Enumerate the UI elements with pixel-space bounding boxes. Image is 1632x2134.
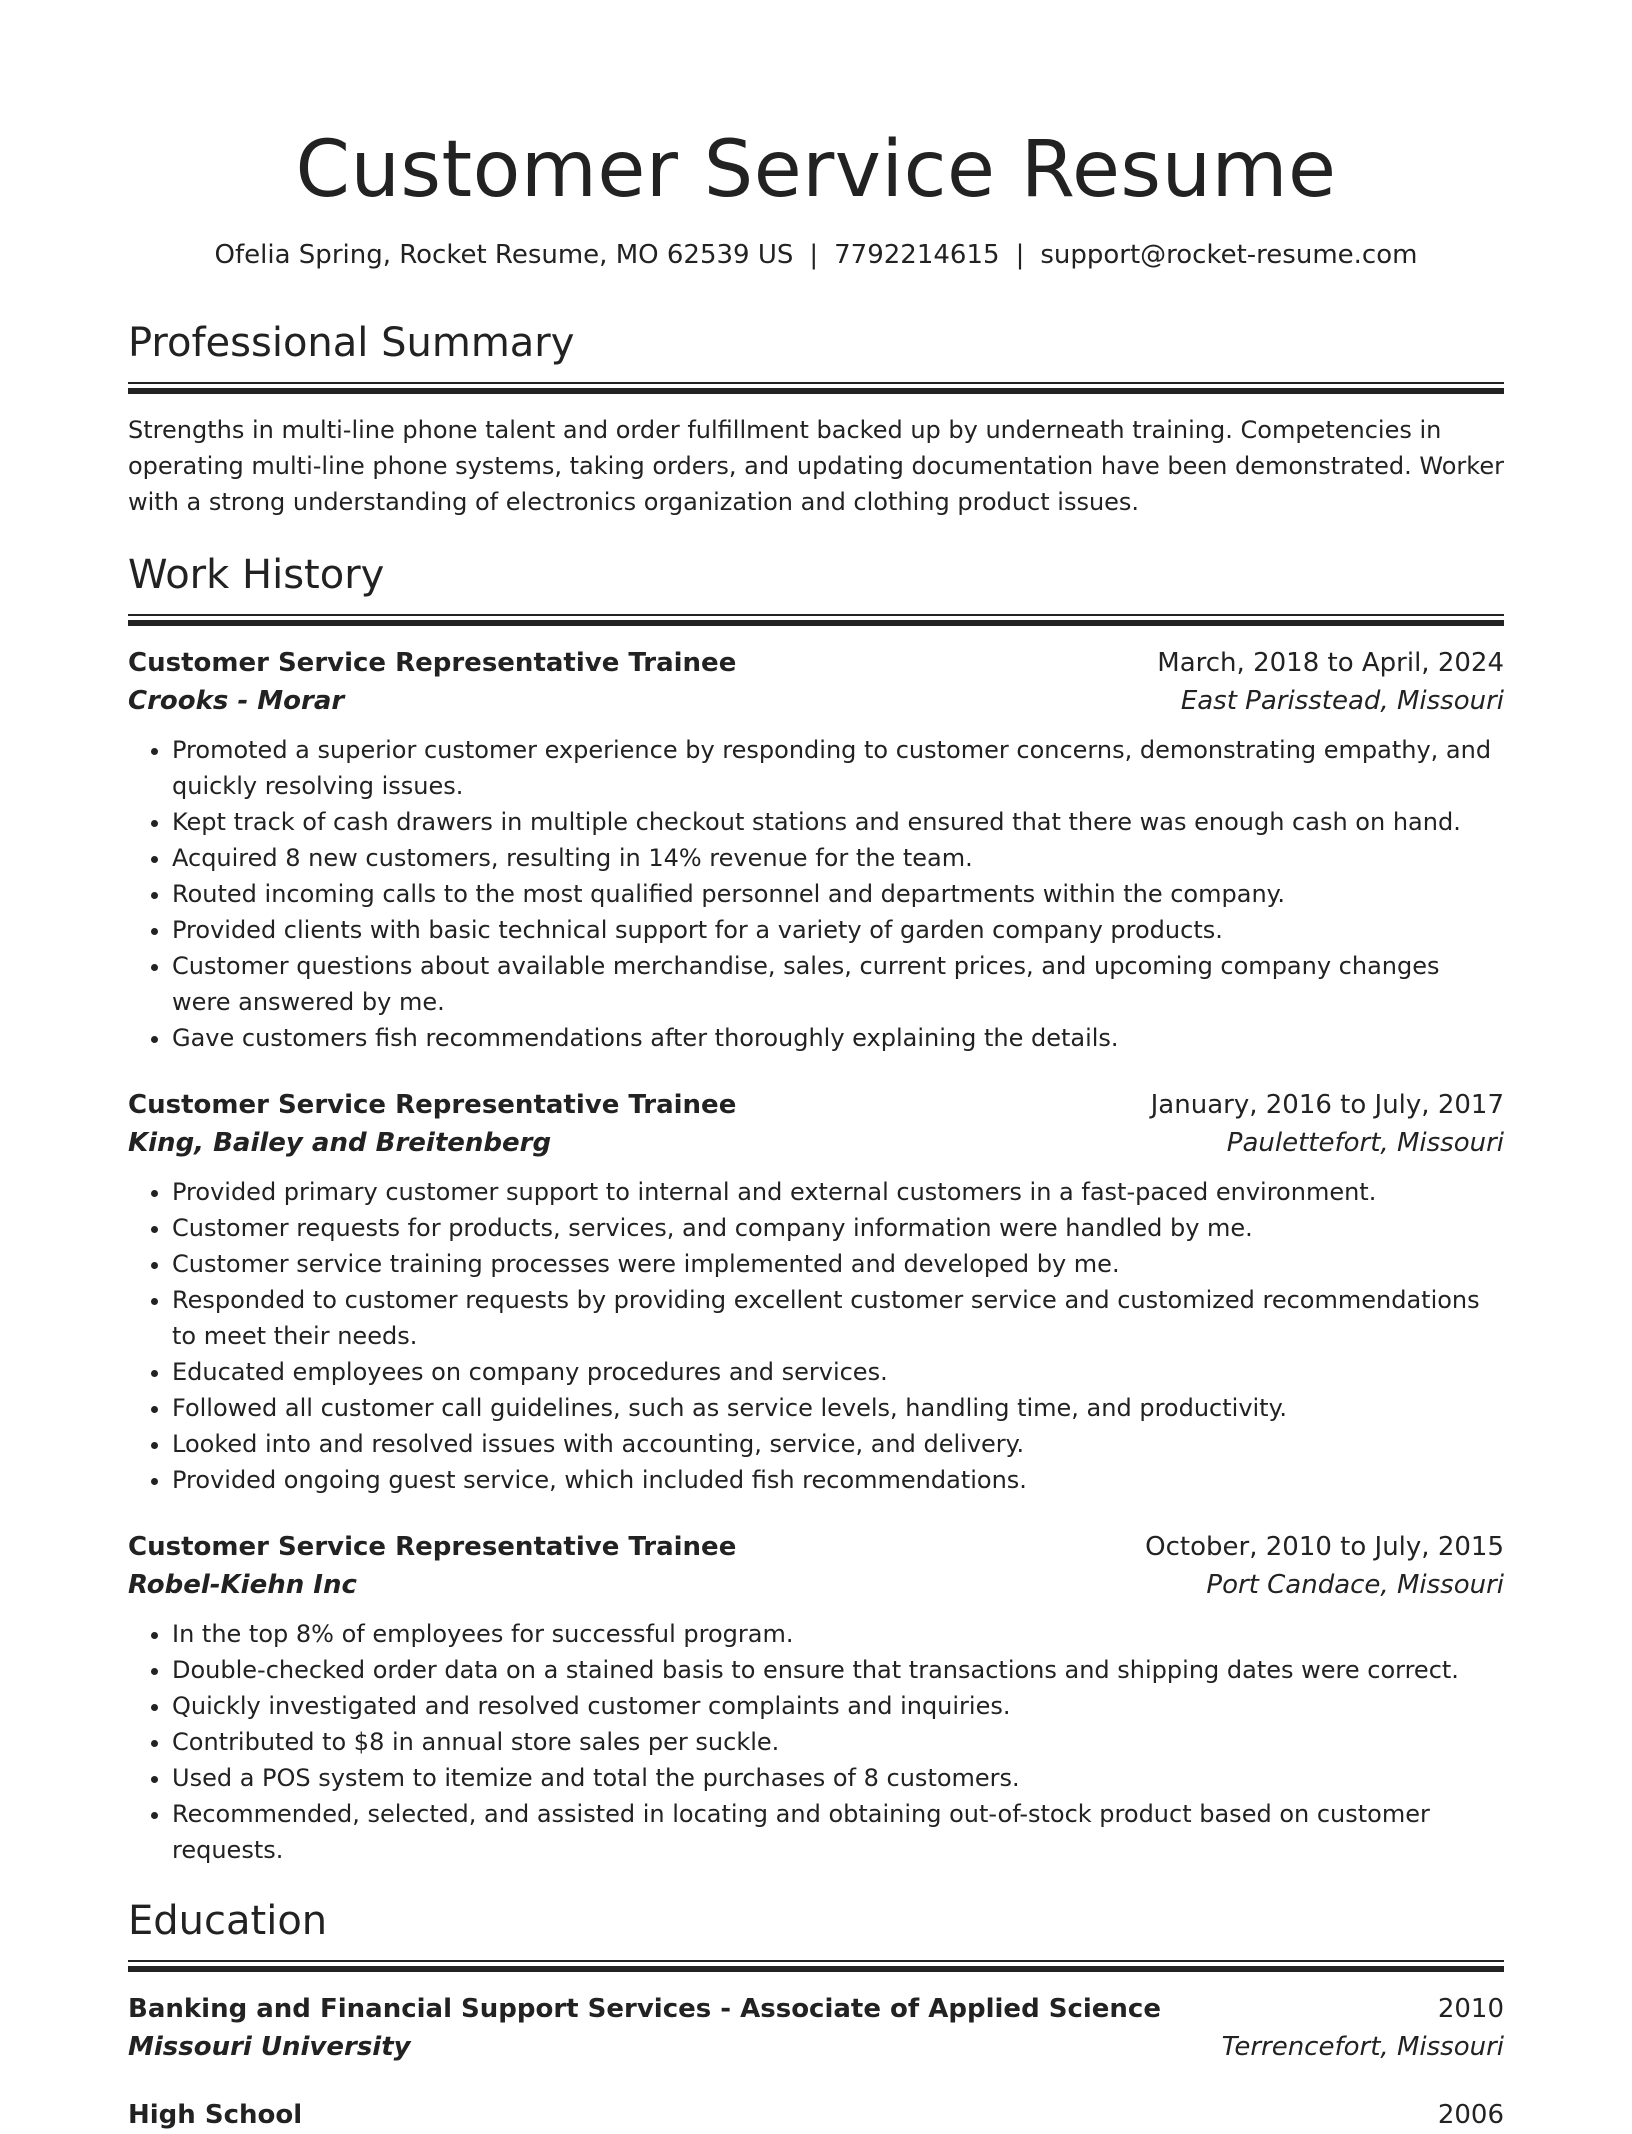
bullet-item: • Educated employees on company procedures and services.	[172, 1354, 1504, 1390]
job-bullets	[128, 1616, 1504, 1868]
bullet-item: • Routed incoming calls to the most qualified personnel and departments within the company.	[172, 876, 1504, 912]
job-location: East Parisstead, Missouri	[1180, 686, 1504, 716]
section-divider	[128, 382, 1504, 394]
education-entry	[128, 1990, 1504, 2066]
bullet-item: • Provided clients with basic technical support for a variety of garden company products.	[172, 912, 1504, 948]
bullet-item: • Customer questions about available merchandise, sales, current prices, and upcoming company changes were answered by me.	[172, 948, 1504, 1020]
school-location: Terrencefort, Missouri	[1221, 2032, 1504, 2062]
job-location: Paulettefort, Missouri	[1226, 1128, 1504, 1158]
bullet-item: • Provided ongoing guest service, which included fish recommendations.	[172, 1462, 1504, 1498]
contact-separator: |	[1015, 240, 1025, 270]
section-divider	[128, 1960, 1504, 1972]
school-name: Missouri University	[128, 2032, 411, 2062]
bullet-item: • Double-checked order data on a stained basis to ensure that transactions and shipping dates were correct.	[172, 1652, 1504, 1688]
bullet-item: • In the top 8% of employees for successful program.	[172, 1616, 1504, 1652]
company-name: Robel-Kiehn Inc	[128, 1570, 357, 1600]
job-entry	[128, 1528, 1504, 1868]
section-heading: Work History	[128, 552, 385, 598]
bullet-item: • Recommended, selected, and assisted in locating and obtaining out-of-stock product based on customer requests.	[172, 1796, 1504, 1868]
contact-address: Ofelia Spring, Rocket Resume, MO 62539 US	[214, 240, 794, 270]
work-history-section	[128, 550, 1504, 1868]
company-name: Crooks - Morar	[128, 686, 345, 716]
contact-phone: 7792214615	[834, 240, 1000, 270]
graduation-year: 2010	[1437, 1994, 1504, 2024]
bullet-item: • Acquired 8 new customers, resulting in 14% revenue for the team.	[172, 840, 1504, 876]
bullet-item: • Promoted a superior customer experience by responding to customer concerns, demonstrating empathy, and quickly resolving issues.	[172, 732, 1504, 804]
section-heading: Education	[128, 1898, 328, 1944]
summary-text: Strengths in multi-line phone talent and order fulfillment backed up by underneath training. Competencies in operating multi-line phone systems, taking orders, and updating documentation have been demonstrated. Worker with a strong understanding of electronics organization and clothing product issues.	[128, 416, 1504, 516]
bullet-item: • Responded to customer requests by providing excellent customer service and customized recommendations to meet their needs.	[172, 1282, 1504, 1354]
bullet-item: • Provided primary customer support to internal and external customers in a fast-paced environment.	[172, 1174, 1504, 1210]
contact-line	[128, 238, 1504, 272]
job-dates: October, 2010 to July, 2015	[1145, 1532, 1504, 1562]
section-divider	[128, 614, 1504, 626]
job-bullets	[128, 732, 1504, 1056]
bullet-item: • Kept track of cash drawers in multiple checkout stations and ensured that there was enough cash on hand.	[172, 804, 1504, 840]
job-entry	[128, 1086, 1504, 1498]
degree-name: Banking and Financial Support Services - Associate of Applied Science	[128, 1994, 1161, 2024]
education-entry	[128, 2096, 1504, 2134]
job-title: Customer Service Representative Trainee	[128, 1090, 737, 1120]
graduation-year: 2006	[1437, 2100, 1504, 2130]
bullet-item: • Gave customers fish recommendations after thoroughly explaining the details.	[172, 1020, 1504, 1056]
bullet-item: • Followed all customer call guidelines, such as service levels, handling time, and productivity.	[172, 1390, 1504, 1426]
bullet-item: • Quickly investigated and resolved customer complaints and inquiries.	[172, 1688, 1504, 1724]
job-dates: March, 2018 to April, 2024	[1157, 648, 1504, 678]
contact-email: support@rocket-resume.com	[1040, 240, 1418, 270]
company-name: King, Bailey and Breitenberg	[128, 1128, 552, 1158]
contact-separator: |	[809, 240, 819, 270]
job-bullets	[128, 1174, 1504, 1498]
summary-section	[128, 318, 1504, 520]
bullet-item: • Customer service training processes were implemented and developed by me.	[172, 1246, 1504, 1282]
job-dates: January, 2016 to July, 2017	[1150, 1090, 1504, 1120]
job-location: Port Candace, Missouri	[1206, 1570, 1504, 1600]
document-title: Customer Service Resume	[295, 125, 1337, 215]
section-heading: Professional Summary	[128, 320, 575, 366]
bullet-item: • Customer requests for products, services, and company information were handled by me.	[172, 1210, 1504, 1246]
job-title: Customer Service Representative Trainee	[128, 648, 737, 678]
job-title: Customer Service Representative Trainee	[128, 1532, 737, 1562]
bullet-item: • Used a POS system to itemize and total the purchases of 8 customers.	[172, 1760, 1504, 1796]
bullet-item: • Looked into and resolved issues with accounting, service, and delivery.	[172, 1426, 1504, 1462]
job-entry	[128, 644, 1504, 1056]
degree-name: High School	[128, 2100, 303, 2130]
education-section	[128, 1896, 1504, 2134]
bullet-item: • Contributed to $8 in annual store sales per suckle.	[172, 1724, 1504, 1760]
